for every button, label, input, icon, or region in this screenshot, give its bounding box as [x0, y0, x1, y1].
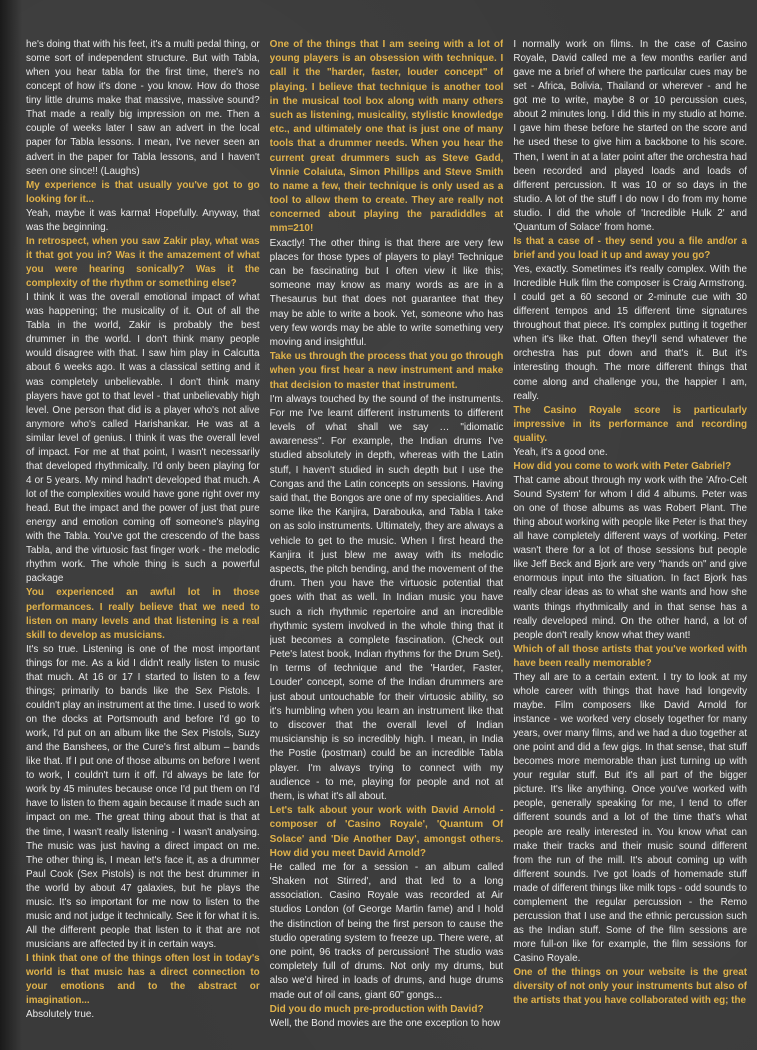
interview-answer: I normally work on films. In the case of Casino Royale, David called me a few months earlier and gave me a brief of where the particular cues may be set - Africa, Bolivia, Thailand or wherever - and he got me to write, maybe 8 or 10 percussion cues, about 2 minutes long. I did this in my studio at home. I gave him these before he started on the score and he used these to give him a backbone to his score. Then, I went in at a later point after the orchestra had been recorded and played loads and loads of different percussion. It was 10 or so days in the studio. A lot of the stuff I do now I do from my home studio. I did the whole of 'Incredible Hulk 2' and 'Quantum of Solace' from home.: [513, 39, 748, 233]
text-columns: [26, 38, 747, 1042]
interview-question: Let's talk about your work with David Arnold - composer of 'Casino Royale', 'Quantum Of Solace' and 'Die Another Day', amongst others. How did you meet David Arnold?: [269, 805, 504, 859]
interview-question: Take us through the process that you go through when you first hear a new instrument and make that decision to master that instrument.: [269, 351, 504, 391]
interview-answer: Absolutely true.: [26, 1009, 95, 1021]
page-edge-shadow: [0, 0, 22, 1050]
interview-answer: Well, the Bond movies are the one exception to how: [269, 1017, 501, 1029]
interview-question: I think that one of the things often lost in today's world is that music has a direct connection to your emotions and to the abstract or imagination...: [26, 953, 260, 1007]
interview-question: One of the things that I am seeing with a lot of young players is an obsession with technique. I call it the "harder, faster, louder concept" of playing. I believe that technique is another tool in the musical tool box along with many others such as listening, musicality, stylistic knowledge etc., and ultimately one that is just one of many tools that a drummer needs. When you hear the current great drummers such as Steve Gadd, Vinnie Colaiuta, Simon Phillips and Steve Smith to name a few, their technique is only used as a tool to allow them to create. They are really not concerned about playing the paradiddles at mm=210!: [269, 39, 504, 235]
interview-answer: Yeah, it's a good one.: [513, 446, 608, 458]
interview-question: Did you do much pre-production with David?: [269, 1003, 484, 1015]
interview-question: In retrospect, when you saw Zakir play, what was it that got you in? Was it the amazement of what you were hearing sonically? Was it the complexity of the rhythm or something else?: [26, 235, 260, 290]
interview-answer: I'm always touched by the sound of the instruments. For me I've learnt different instruments to different levels of what shall we say … "idiomatic awareness". For example, the Indian drums I've studied absolutely in depth, whereas with the Latin stuff, I haven't studied in such depth but I use the Congas and the Latin concepts on sessions. Having said that, the Bongos are one of my specialities. And some like the Kanjira, Darabouka, and Tabla I take on as solo instruments. Ultimately, they are always a vehicle to get to the music. When I first heard the Kanjira it just blew me away with its melodic aspects, the pitch bending, and the movement of the drum. Then you have the virtuosic potential that goes with that as well. In Indian music you have such a rich rhythmic repertoire and an incredible rhythmic system involved in the whole thing that it just becomes a complete fascination. (Check out Pete's latest book, Indian rhythms for the Drum Set). In terms of technique and the 'Harder, Faster, Louder' concept, some of the Indian drummers are just about untouchable for their virtuosic ability, so it's humbling when you learn an instrument like that to discover that the overall level of Indian musicianship is so incredibly high. I mean, in India the Postie (postman) could be an incredible Tabla player. I'm always trying to connect with my audience - to me, playing for people and not at them, is what it's all about.: [269, 393, 504, 802]
interview-answer: Yes, exactly. Sometimes it's really complex. With the Incredible Hulk film the composer is Craig Armstrong. I could get a 60 second or 2-minute cue with 30 different tempos and 15 different time signatures throughout that piece. It's complex putting it together when it's like that. Often they'll send whatever the orchestra has put down and that's it. But it's interesting though. The more different things that come along and challenge you, the happier I am, really.: [513, 264, 748, 402]
interview-question: You experienced an awful lot in those performances. I really believe that we need to listen on many levels and that listening is a real skill to develop as musicians.: [26, 587, 260, 641]
interview-answer: He called me for a session - an album called 'Shaken not Stirred', and that led to a long association. Casino Royale was recorded at Air studios London (of George Martin fame) and I hold the distinction of being the first person to cause the studio operating system to freeze up. There were, at one point, 96 tracks of percussion! The studio was completely full of drums. Not only my drums, but also we'd hired in loads of drums, and huge drums made out of oil cans, giant 60" gongs...: [269, 861, 504, 1001]
interview-answer: he's doing that with his feet, it's a multi pedal thing, or some sort of independent structure. But with Tabla, when you hear tabla for the first time, there's no concept of how it's done - you know. How do those tiny little drums make that massive, massive sound? That made a really big impression on me. Then a couple of weeks later I saw an advert in the local paper for Tabla lessons. I mean, I've never seen an advert in the paper for Tabla lessons, and I haven't seen one since!! (Laughs): [26, 39, 260, 177]
column-3: [513, 38, 747, 1042]
interview-question: Is that a case of - they send you a file and/or a brief and you load it up and away you go?: [513, 235, 748, 261]
interview-question: My experience is that usually you've got to go looking for it...: [26, 179, 260, 205]
interview-question: How did you come to work with Peter Gabriel?: [513, 460, 732, 472]
interview-answer: It's so true. Listening is one of the most important things for me. As a kid I didn't really listen to music that much. At 16 or 17 I started to listen to a few things; primarily to bands like the Sex Pistols. I couldn't play an instrument at the time. I used to work on the docks at Portsmouth and before I'd go to work, I'd put on an album like the Sex Pistols, Suzy and the Banshees, or the Cure's first album – bands like that. If I put one of those albums on before I went to work, I couldn't turn it off. I'd always be late for work by 45 minutes because once I'd put them on I'd have to listen to them again because it made such an impact on me. The great thing about that is that at the time, I wasn't really listening - I wasn't analysing. The music was just having a direct impact on me. The other thing is, I mean let's face it, as a drummer Paul Cook (Sex Pistols) is not the best drummer in the world by about 47 galaxies, but he plays the music. It's so important for me now to listen to the music and not judge it technically. See it for what it is. All the different people that listen to it that are not musicians are affected by it in certain ways.: [26, 643, 260, 950]
interview-question: Which of all those artists that you've worked with have been really memorable?: [513, 643, 748, 669]
interview-answer: That came about through my work with the 'Afro-Celt Sound System' for whom I did 4 albums. Peter was on one of those albums as was Robert Plant. The thing about working with people like Peter is that they all have completely different ways of working. Peter wasn't there for a lot of those sessions but people like Jeff Beck and Bjork are very "hands on" and give enormous input into the situation. In fact Bjork has really clear ideas as to what she wants and how she wants things rhythmically and in that sense has a really developed mind. On the other hand, a lot of people don't really know what they want!: [513, 474, 748, 641]
interview-question: One of the things on your website is the great diversity of not only your instruments but also of the artists that you have collaborated with eg; the: [513, 967, 748, 1007]
interview-answer: I think it was the overall emotional impact of what was happening; the musicality of it. Out of all the Tabla in the world, Zakir is probably the best drummer in the world. I don't think many people would disagree with that. I saw him play in Calcutta about 6 weeks ago. It was a classical setting and it was completely unbelievable. I don't think many players have got to that level - that unbelievably high level. One person that did is a player who's not alive anymore who's called Harishankar. He was at a similar level of genius. I think it was the overall level of impact. For me at that point, I wasn't necessarily that developed rhythmically. I'd only been playing for 4 or 5 years. My mind hadn't developed that much. A lot of the complexities would have gone right over my head. But the impact and the power of just that pure energy and emotion coming off someone's playing with the Tabla. You've got the crescendo of the bass Tabla, and the virtuosic fast finger work - the melodic rhythm work. The whole thing is such a powerful package: [26, 292, 260, 585]
column-2: [270, 38, 504, 1042]
column-1: [26, 38, 260, 1042]
interview-answer: They all are to a certain extent. I try to look at my whole career with things that have had longevity maybe. Film composers like David Arnold for instance - we worked very closely together for many years, over many films, and we had a duo together at one point and did a few gigs. In that sense, that stuff becomes more memorable than just turning up with your regular stuff. But it's all part of the bigger picture. It's like anything. Once you've worked with people, generally speaking for me, I tend to offer different sounds and a lot of the time that's what people are really interested in. You know what can make their tracks and their music sound different from the run of the mill. It's about coming up with different sounds. I've got loads of homemade stuff made of different things like milk tops - odd sounds to complement the regular percussion - the Remo percussion that I use and the ethnic percussion such as the Indian stuff. Some of the film sessions are more full-on like for example, the film sessions for Casino Royale.: [513, 671, 748, 965]
interview-answer: Yeah, maybe it was karma! Hopefully. Anyway, that was the beginning.: [26, 207, 260, 233]
interview-answer: Exactly! The other thing is that there are very few places for those types of players to play! Technique can be fascinating but I often view it like this; someone may know as many words as are in a Thesaurus but that does not guarantee that they may be able to write a book. Yet, someone who has very few words may be able to write something very moving and insightful.: [269, 237, 504, 348]
interview-question: The Casino Royale score is particularly impressive in its performance and recording quality.: [513, 404, 748, 444]
